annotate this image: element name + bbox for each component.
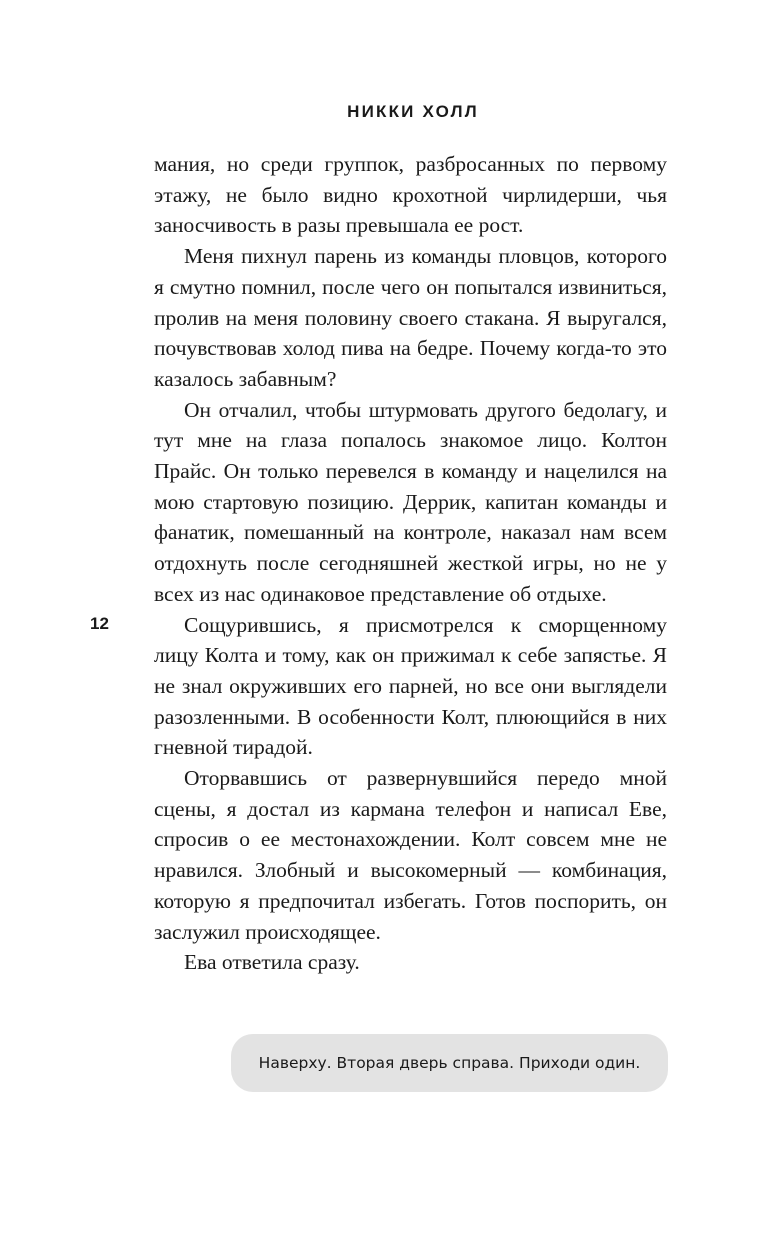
body-text bbox=[154, 149, 667, 978]
running-header: НИККИ ХОЛЛ bbox=[347, 102, 479, 121]
paragraph: мания, но среди группок, разбросанных по первому этажу, не было видно крохотной чирлидерши, чья заносчивость в разы превышала ее рост. bbox=[154, 152, 667, 238]
paragraph: Сощурившись, я присмотрелся к сморщенному лицу Колта и тому, как он прижимал к себе запястье. Я не знал окруживших его парней, но все они выглядели разозленными. В особенности Колт, плюющийся в них гневной тирадой. bbox=[154, 612, 667, 760]
page-number: 12 bbox=[90, 614, 109, 633]
message-text: Наверху. Вторая дверь справа. Приходи один. bbox=[258, 1054, 641, 1072]
paragraph: Он отчалил, чтобы штурмовать другого бедолагу, и тут мне на глаза попалось знакомое лицо. Колтон Прайс. Он только перевелся в команду и нацелился на мою стартовую позицию. Деррик, капитан команды и фанатик, помешанный на контроле, наказал нам всем отдохнуть после сегодняшней жесткой игры, но не у всех из нас одинаковое представление об отдыхе. bbox=[154, 397, 667, 606]
paragraph: Меня пихнул парень из команды пловцов, которого я смутно помнил, после чего он попытался извиниться, пролив на меня половину своего стакана. Я выругался, почувствовав холод пива на бедре. Почему когда-то это казалось забавным? bbox=[154, 244, 667, 391]
text-message-bubble bbox=[231, 1034, 668, 1092]
paragraph: Ева ответила сразу. bbox=[184, 950, 360, 975]
paragraph: Оторвавшись от развернувшийся передо мной сцены, я достал из кармана телефон и написал Еве, спросив о ее местонахождении. Колт совсем мне не нравился. Злобный и высокомерный — комбинация, которую я предпочитал избегать. Готов поспорить, он заслужил происходящее. bbox=[154, 766, 667, 944]
